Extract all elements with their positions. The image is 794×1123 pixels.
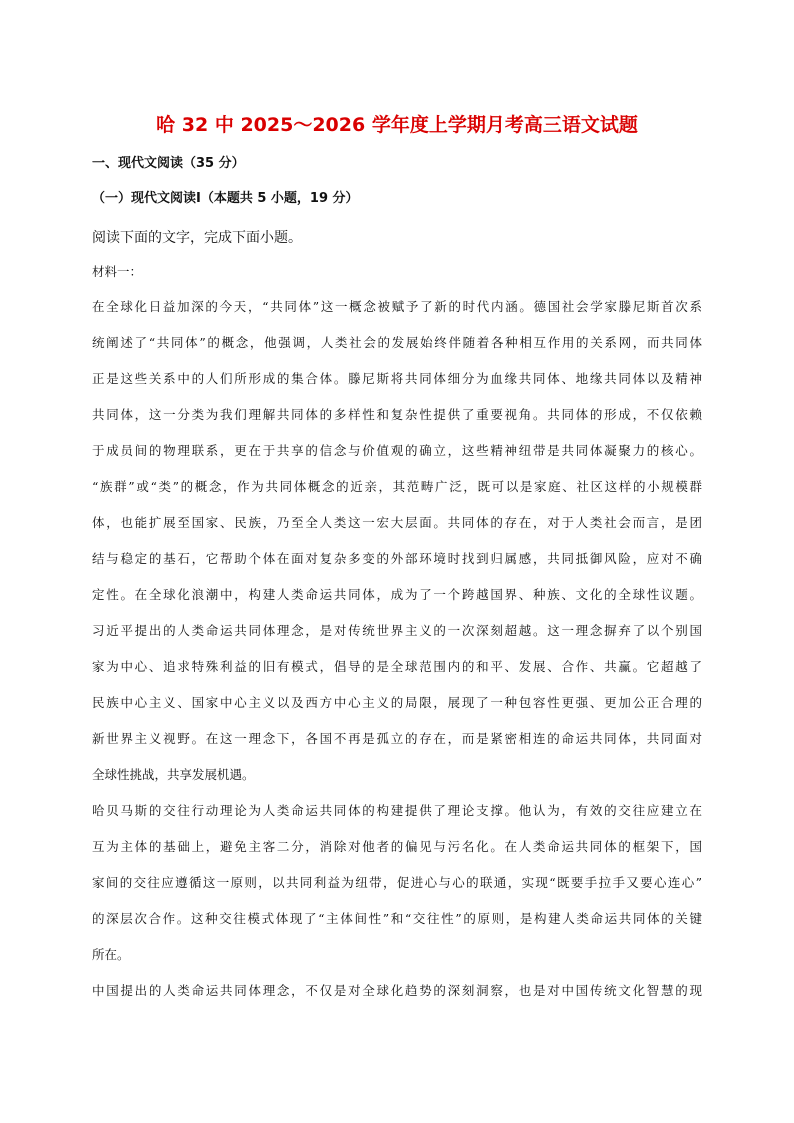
passage-line: 统阐述了“共同体”的概念，他强调，人类社会的发展始终伴随着各种相互作用的关系网，而共同体 [92, 335, 702, 350]
passage-line: 中国提出的人类命运共同体理念，不仅是对全球化趋势的深刻洞察，也是对中国传统文化智慧的现 [92, 983, 702, 998]
passage-line: 共同体，这一分类为我们理解共同体的多样性和复杂性提供了重要视角。共同体的形成，不仅依赖 [92, 407, 702, 422]
reading-instruction: 阅读下面的文字，完成下面小题。 [92, 230, 302, 246]
passage-line: 哈贝马斯的交往行动理论为人类命运共同体的构建提供了理论支撑。他认为，有效的交往应建立在 [92, 803, 702, 818]
passage-line: 结与稳定的基石，它帮助个体在面对复杂多变的外部环境时找到归属感，共同抵御风险，应对不确 [92, 551, 702, 566]
passage-line: 全球性挑战，共享发展机遇。 [92, 767, 255, 782]
passage-line: 体，也能扩展至国家、民族，乃至全人类这一宏大层面。共同体的存在，对于人类社会而言，是团 [92, 515, 702, 530]
passage-line: 的深层次合作。这种交往模式体现了“主体间性”和“交往性”的原则，是构建人类命运共同体的关键 [92, 911, 702, 926]
passage-line: 民族中心主义、国家中心主义以及西方中心主义的局限，展现了一种包容性更强、更加公正合理的 [92, 695, 702, 710]
exam-title: 哈 32 中 2025～2026 学年度上学期月考高三语文试题 [156, 114, 638, 136]
passage-line: 于成员间的物理联系，更在于共享的信念与价值观的确立，这些精神纽带是共同体凝聚力的核心。 [92, 443, 702, 458]
passage-line: 互为主体的基础上，避免主客二分，消除对他者的偏见与污名化。在人类命运共同体的框架下，国 [92, 839, 702, 854]
passage-line: 习近平提出的人类命运共同体理念，是对传统世界主义的一次深刻超越。这一理念摒弃了以个别国 [92, 623, 702, 638]
subsection-heading: （一）现代文阅读Ⅰ（本题共 5 小题，19 分） [92, 191, 359, 206]
passage-line: 家为中心、追求特殊利益的旧有模式，倡导的是全球范围内的和平、发展、合作、共赢。它超越了 [92, 659, 702, 674]
material-label: 材料一： [92, 264, 143, 279]
passage-line: 家间的交往应遵循这一原则，以共同利益为纽带，促进心与心的联通，实现“既要手拉手又要心连心” [92, 875, 702, 890]
passage-line: 定性。在全球化浪潮中，构建人类命运共同体，成为了一个跨越国界、种族、文化的全球性议题。 [92, 587, 702, 602]
section-heading: 一、现代文阅读（35 分） [92, 156, 245, 171]
passage-line: 所在。 [92, 947, 130, 962]
passage-line: 在全球化日益加深的今天，“共同体”这一概念被赋予了新的时代内涵。德国社会学家滕尼斯首次系 [92, 299, 702, 314]
passage-line: “族群”或“类”的概念，作为共同体概念的近亲，其范畴广泛，既可以是家庭、社区这样的小规模群 [92, 479, 702, 494]
passage-line: 新世界主义视野。在这一理念下，各国不再是孤立的存在，而是紧密相连的命运共同体，共同面对 [92, 731, 702, 746]
passage-line: 正是这些关系中的人们所形成的集合体。滕尼斯将共同体细分为血缘共同体、地缘共同体以及精神 [92, 371, 702, 386]
